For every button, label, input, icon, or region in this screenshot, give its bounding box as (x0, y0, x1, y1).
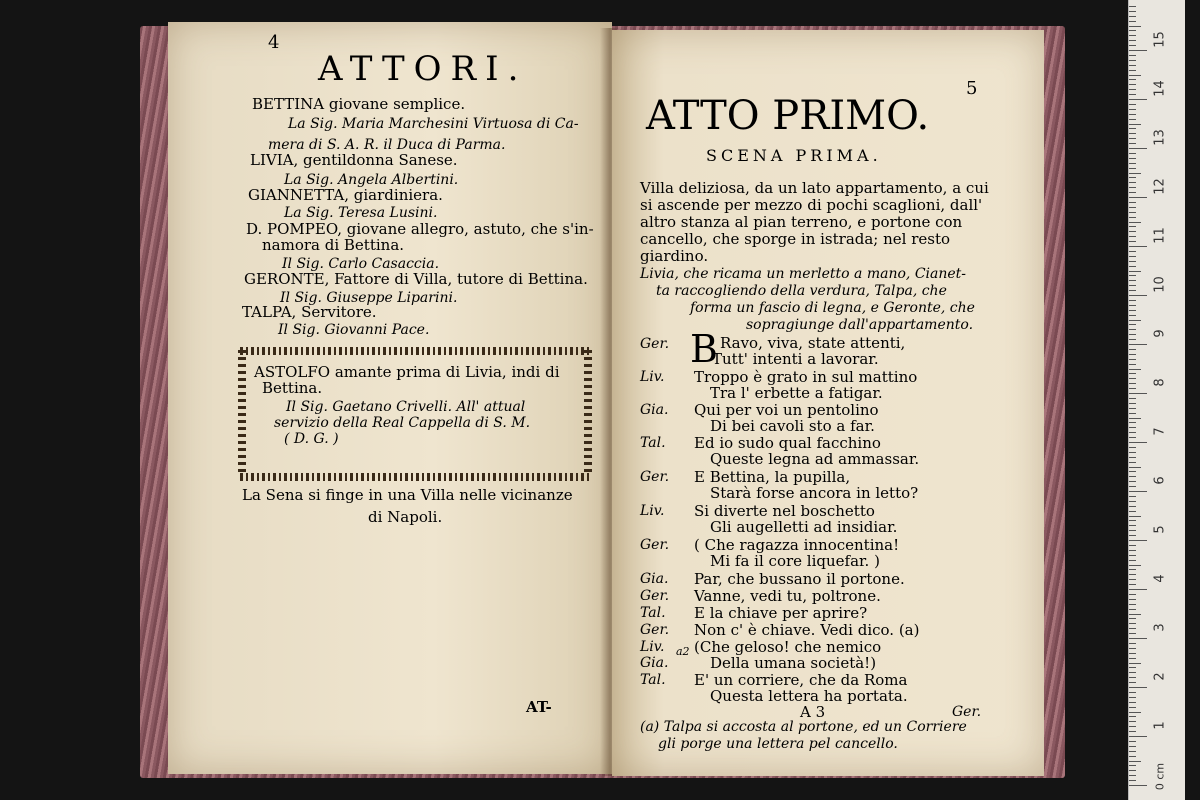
ruler-tick (1129, 79, 1136, 80)
ruler-tick (1129, 535, 1136, 536)
ruler-tick (1129, 388, 1136, 389)
speaker-label: Gia. (640, 571, 669, 587)
dialogue-line: E Bettina, la pupilla, (694, 468, 851, 486)
cast-actor: Il Sig. Carlo Casaccia. (282, 256, 440, 272)
ruler-tick (1129, 324, 1136, 325)
dialogue-line: Tra l' erbette a fatigar. (710, 384, 883, 402)
ruler-tick (1129, 241, 1136, 242)
ruler-tick (1129, 658, 1136, 659)
dialogue-line: Par, che bussano il portone. (694, 570, 905, 588)
dialogue-line: Tutt' intenti a lavorar. (712, 350, 879, 368)
ruler-tick (1129, 623, 1136, 624)
ruler-tick (1129, 349, 1136, 350)
ruler-tick (1129, 550, 1136, 551)
ruler-tick (1129, 99, 1147, 100)
ruler-tick (1129, 770, 1136, 771)
stage-direction: sopragiunge dall'appartamento. (746, 317, 974, 333)
ruler-tick (1129, 653, 1136, 654)
ruler-tick (1129, 222, 1141, 223)
speaker-label: Tal. (640, 605, 666, 621)
setting-line: si ascende per mezzo di pochi scaglioni, dall' (640, 196, 983, 214)
act-heading: ATTO PRIMO. (646, 93, 930, 139)
ruler-tick (1129, 202, 1136, 203)
ruler-tick (1129, 682, 1136, 683)
duet-mark: a2 (676, 645, 690, 658)
ruler-tick (1129, 579, 1136, 580)
dialogue-line: Di bei cavoli sto a far. (710, 417, 875, 435)
ruler-tick (1129, 672, 1136, 673)
ruler-tick (1129, 565, 1141, 566)
ruler-tick (1129, 334, 1136, 335)
speaker-label: Ger. (640, 469, 670, 485)
ruler-tick (1129, 369, 1141, 370)
ruler-tick (1129, 305, 1136, 306)
ruler-tick (1129, 780, 1136, 781)
ruler-tick (1129, 128, 1136, 129)
ruler-tick (1129, 702, 1136, 703)
ruler-tick (1129, 457, 1136, 458)
speaker-label: Liv. (640, 503, 665, 519)
ruler-number: 7 (1152, 427, 1168, 436)
ruler-tick (1129, 648, 1136, 649)
stage-direction: forma un fascio di legna, e Geronte, che (690, 300, 975, 316)
ruler-tick (1129, 775, 1136, 776)
ruler-tick (1129, 212, 1136, 213)
ruler-tick (1129, 481, 1136, 482)
dialogue-line: E la chiave per aprire? (694, 604, 868, 622)
ruler-tick (1129, 60, 1136, 61)
ruler-tick (1129, 163, 1136, 164)
dialogue-line: Mi fa il core liquefar. ) (710, 552, 880, 570)
ruler-tick (1129, 584, 1136, 585)
ruler-tick (1129, 574, 1136, 575)
ruler-tick (1129, 55, 1136, 56)
ruler-tick (1129, 520, 1136, 521)
ruler-tick (1129, 300, 1136, 301)
scene-heading: SCENA PRIMA. (706, 146, 882, 165)
speaker-label: Gia. (640, 655, 669, 671)
ruler-tick (1129, 192, 1136, 193)
ruler-tick (1129, 359, 1136, 360)
cast-actor: Il Sig. Giovanni Pace. (278, 322, 430, 338)
footnote-line: gli porge una lettera pel cancello. (658, 736, 898, 752)
cast-role: D. POMPEO, giovane allegro, astuto, che s'in- (246, 220, 594, 238)
ruler-tick (1129, 447, 1136, 448)
ruler-tick (1129, 452, 1136, 453)
ruler-tick (1129, 663, 1141, 664)
cast-role: GERONTE, Fattore di Villa, tutore di Bettina. (244, 270, 588, 288)
left-page (168, 22, 612, 774)
ruler-number: 0 cm (1153, 762, 1167, 791)
cast-actor: Il Sig. Giuseppe Liparini. (280, 290, 458, 306)
ruler-number: 15 (1152, 31, 1168, 48)
ruler-tick (1129, 119, 1136, 120)
ruler-tick (1129, 383, 1136, 384)
ruler-tick (1129, 124, 1141, 125)
ruler-tick (1129, 560, 1136, 561)
ruler-tick (1129, 398, 1136, 399)
signature-mark: A 3 (800, 703, 826, 721)
dialogue-line: Starà forse ancora in letto? (710, 484, 919, 502)
ruler-tick (1129, 599, 1136, 600)
dialogue-line: Vanne, vedi tu, poltrone. (694, 587, 881, 605)
ruler-tick (1129, 30, 1136, 31)
cast-role: BETTINA giovane semplice. (252, 95, 466, 113)
cast-actor: La Sig. Maria Marchesini Virtuosa di Ca- (288, 116, 579, 132)
ruler-tick (1129, 633, 1136, 634)
ruler-tick (1129, 364, 1136, 365)
ruler-tick (1129, 418, 1141, 419)
speaker-label: Gia. (640, 402, 669, 418)
boxed-role: Bettina. (262, 379, 323, 397)
ruler-tick (1129, 741, 1136, 742)
scene-location-note: La Sena si finge in una Villa nelle vicinanze (242, 486, 573, 504)
setting-line: giardino. (640, 247, 709, 265)
ornamental-border-left (238, 350, 246, 474)
ruler-tick (1129, 354, 1136, 355)
ruler-tick (1129, 731, 1136, 732)
ruler-tick (1129, 476, 1136, 477)
catchword: Ger. (952, 704, 982, 720)
cast-role: namora di Bettina. (262, 236, 405, 254)
cast-actor: La Sig. Angela Albertini. (284, 172, 459, 188)
ruler-number: 12 (1152, 178, 1168, 195)
ruler-tick (1129, 638, 1147, 639)
ruler-tick (1129, 280, 1136, 281)
ruler-tick (1129, 104, 1136, 105)
ruler-tick (1129, 45, 1136, 46)
footnote-line: (a) Talpa si accosta al portone, ed un Corriere (640, 719, 967, 735)
ruler-tick (1129, 16, 1136, 17)
ruler-tick (1129, 114, 1136, 115)
ruler-tick (1129, 785, 1147, 786)
catchword: AT- (526, 698, 552, 716)
dialogue-line: E' un corriere, che da Roma (694, 671, 908, 689)
ruler-tick (1129, 751, 1136, 752)
ruler-tick (1129, 21, 1136, 22)
scene-location-note: di Napoli. (368, 508, 443, 526)
ruler-tick (1129, 437, 1136, 438)
ruler-tick (1129, 687, 1147, 688)
ruler-tick (1129, 173, 1141, 174)
speaker-label: Tal. (640, 672, 666, 688)
ornamental-border-top (240, 347, 590, 355)
dialogue-line: ( Che ragazza innocentina! (694, 536, 900, 554)
ruler-tick (1129, 315, 1136, 316)
ruler-tick (1129, 545, 1136, 546)
ruler-tick (1129, 226, 1136, 227)
ruler-number: 8 (1152, 378, 1168, 387)
setting-line: altro stanza al pian terreno, e portone con (640, 213, 963, 231)
ornamental-border-bottom (240, 473, 590, 481)
ruler-tick (1129, 530, 1136, 531)
ruler-tick (1129, 168, 1136, 169)
ruler-tick (1129, 667, 1136, 668)
stage-direction: ta raccogliendo della verdura, Talpa, che (656, 283, 947, 299)
ruler-tick (1129, 133, 1136, 134)
ruler-tick (1129, 712, 1141, 713)
ruler-tick (1129, 197, 1147, 198)
ruler-tick (1129, 413, 1136, 414)
ruler-tick (1129, 158, 1136, 159)
dialogue-line: Ravo, viva, state attenti, (720, 334, 906, 352)
ruler-tick (1129, 236, 1136, 237)
ruler-tick (1129, 11, 1136, 12)
ruler-number: 11 (1152, 227, 1168, 244)
ruler-tick (1129, 187, 1136, 188)
ruler-number: 3 (1152, 623, 1168, 632)
speaker-label: Ger. (640, 336, 670, 352)
ruler-tick (1129, 628, 1136, 629)
ruler-tick (1129, 506, 1136, 507)
ruler-tick (1129, 761, 1141, 762)
ruler-tick (1129, 614, 1141, 615)
ruler-tick (1129, 589, 1147, 590)
ruler-tick (1129, 75, 1141, 76)
cast-heading: ATTORI. (318, 49, 528, 89)
ruler-tick (1129, 643, 1136, 644)
ruler-tick (1129, 677, 1136, 678)
ruler-tick (1129, 604, 1136, 605)
cast-role: GIANNETTA, giardiniera. (248, 186, 443, 204)
ruler-tick (1129, 207, 1136, 208)
ruler-tick (1129, 295, 1147, 296)
ruler-number: 2 (1152, 672, 1168, 681)
ruler-tick (1129, 70, 1136, 71)
right-page-number: 5 (966, 78, 978, 99)
speaker-label: Liv. (640, 369, 665, 385)
speaker-label: Liv. (640, 639, 665, 655)
ruler-tick (1129, 403, 1136, 404)
ruler-tick (1129, 618, 1136, 619)
setting-line: cancello, che sporge in istrada; nel resto (640, 230, 951, 248)
boxed-actor: Il Sig. Gaetano Crivelli. All' attual (286, 399, 526, 415)
ruler-tick (1129, 692, 1136, 693)
ruler-tick (1129, 516, 1141, 517)
ruler-tick (1129, 231, 1136, 232)
ruler-tick (1129, 491, 1147, 492)
ruler-tick (1129, 261, 1136, 262)
ruler-tick (1129, 251, 1136, 252)
stage-direction: Livia, che ricama un merletto a mano, Cianet- (640, 266, 967, 282)
ruler-tick (1129, 143, 1136, 144)
speaker-label: Ger. (640, 588, 670, 604)
ruler-tick (1129, 378, 1136, 379)
ruler-tick (1129, 344, 1147, 345)
ruler-tick (1129, 432, 1136, 433)
ruler-tick (1129, 540, 1147, 541)
setting-line: Villa deliziosa, da un lato appartamento, a cui (640, 179, 989, 197)
ruler-tick (1129, 50, 1147, 51)
ruler-tick (1129, 707, 1136, 708)
ruler-tick (1129, 609, 1136, 610)
ruler-tick (1129, 427, 1136, 428)
ruler-tick (1129, 697, 1136, 698)
boxed-role: ASTOLFO amante prima di Livia, indi di (254, 363, 560, 381)
ruler-number: 13 (1152, 129, 1168, 146)
ruler-tick (1129, 373, 1136, 374)
ruler-tick (1129, 501, 1136, 502)
ruler-tick (1129, 511, 1136, 512)
ornamental-border-right (584, 350, 592, 474)
ruler-tick (1129, 471, 1136, 472)
ruler-tick (1129, 94, 1136, 95)
dialogue-line: Gli augelletti ad insidiar. (710, 518, 898, 536)
dialogue-line: Queste legna ad ammassar. (710, 450, 920, 468)
ruler-tick (1129, 726, 1136, 727)
dialogue-line: Si diverte nel boschetto (694, 502, 875, 520)
ruler-tick (1129, 408, 1136, 409)
ruler-tick (1129, 148, 1147, 149)
ruler-tick (1129, 310, 1136, 311)
ruler-tick (1129, 89, 1136, 90)
ruler-tick (1129, 422, 1136, 423)
ruler-number: 6 (1152, 476, 1168, 485)
speaker-label: Ger. (640, 537, 670, 553)
ruler-tick (1129, 339, 1136, 340)
boxed-actor: servizio della Real Cappella di S. M. (274, 415, 531, 431)
ruler-tick (1129, 26, 1141, 27)
ruler-tick (1129, 756, 1136, 757)
dialogue-line: Della umana società!) (710, 654, 877, 672)
ruler-tick (1129, 275, 1136, 276)
ruler-tick (1129, 6, 1136, 7)
dialogue-line: Troppo è grato in sul mattino (694, 368, 918, 386)
ruler-tick (1129, 246, 1147, 247)
ruler-number: 5 (1152, 525, 1168, 534)
boxed-actor: ( D. G. ) (284, 431, 339, 447)
ruler-tick (1129, 40, 1136, 41)
ruler-number: 4 (1152, 574, 1168, 583)
dialogue-line: Non c' è chiave. Vedi dico. (a) (694, 621, 920, 639)
ruler-number: 10 (1152, 276, 1168, 293)
ruler-tick (1129, 442, 1147, 443)
ruler-tick (1129, 569, 1136, 570)
ruler-tick (1129, 525, 1136, 526)
ruler-tick (1129, 393, 1147, 394)
ruler-number: 1 (1152, 721, 1168, 730)
ruler-tick (1129, 271, 1141, 272)
cast-actor: mera di S. A. R. il Duca di Parma. (268, 137, 506, 153)
ruler-tick (1129, 496, 1136, 497)
cast-role: LIVIA, gentildonna Sanese. (250, 151, 458, 169)
drop-capital: B (690, 327, 718, 371)
ruler-tick (1129, 182, 1136, 183)
ruler-tick (1129, 736, 1147, 737)
ruler-tick (1129, 290, 1136, 291)
cast-role: TALPA, Servitore. (242, 303, 377, 321)
dialogue-line: Ed io sudo qual facchino (694, 434, 881, 452)
ruler-tick (1129, 555, 1136, 556)
ruler-tick (1129, 765, 1136, 766)
ruler-tick (1129, 462, 1136, 463)
ruler-tick (1129, 84, 1136, 85)
ruler-tick (1129, 285, 1136, 286)
ruler-tick (1129, 746, 1136, 747)
ruler-tick (1129, 138, 1136, 139)
cast-actor: La Sig. Teresa Lusini. (284, 205, 438, 221)
ruler-tick (1129, 266, 1136, 267)
ruler-tick (1129, 109, 1136, 110)
ruler-number: 14 (1152, 80, 1168, 97)
ruler-tick (1129, 329, 1136, 330)
dialogue-line: Questa lettera ha portata. (710, 687, 908, 705)
dialogue-line: Qui per voi un pentolino (694, 401, 879, 419)
ruler-tick (1129, 467, 1141, 468)
ruler-number: 9 (1152, 329, 1168, 338)
ruler-tick (1129, 153, 1136, 154)
ruler-tick (1129, 320, 1141, 321)
dialogue-line: (Che geloso! che nemico (694, 638, 882, 656)
ruler-tick (1129, 256, 1136, 257)
ruler-tick (1129, 721, 1136, 722)
ruler-tick (1129, 177, 1136, 178)
ruler-tick (1129, 217, 1136, 218)
ruler-tick (1129, 65, 1136, 66)
left-page-number: 4 (268, 32, 280, 53)
ruler-tick (1129, 594, 1136, 595)
ruler-tick (1129, 716, 1136, 717)
ruler-tick (1129, 486, 1136, 487)
speaker-label: Ger. (640, 622, 670, 638)
ruler-tick (1129, 35, 1136, 36)
speaker-label: Tal. (640, 435, 666, 451)
measuring-ruler (1128, 0, 1185, 800)
